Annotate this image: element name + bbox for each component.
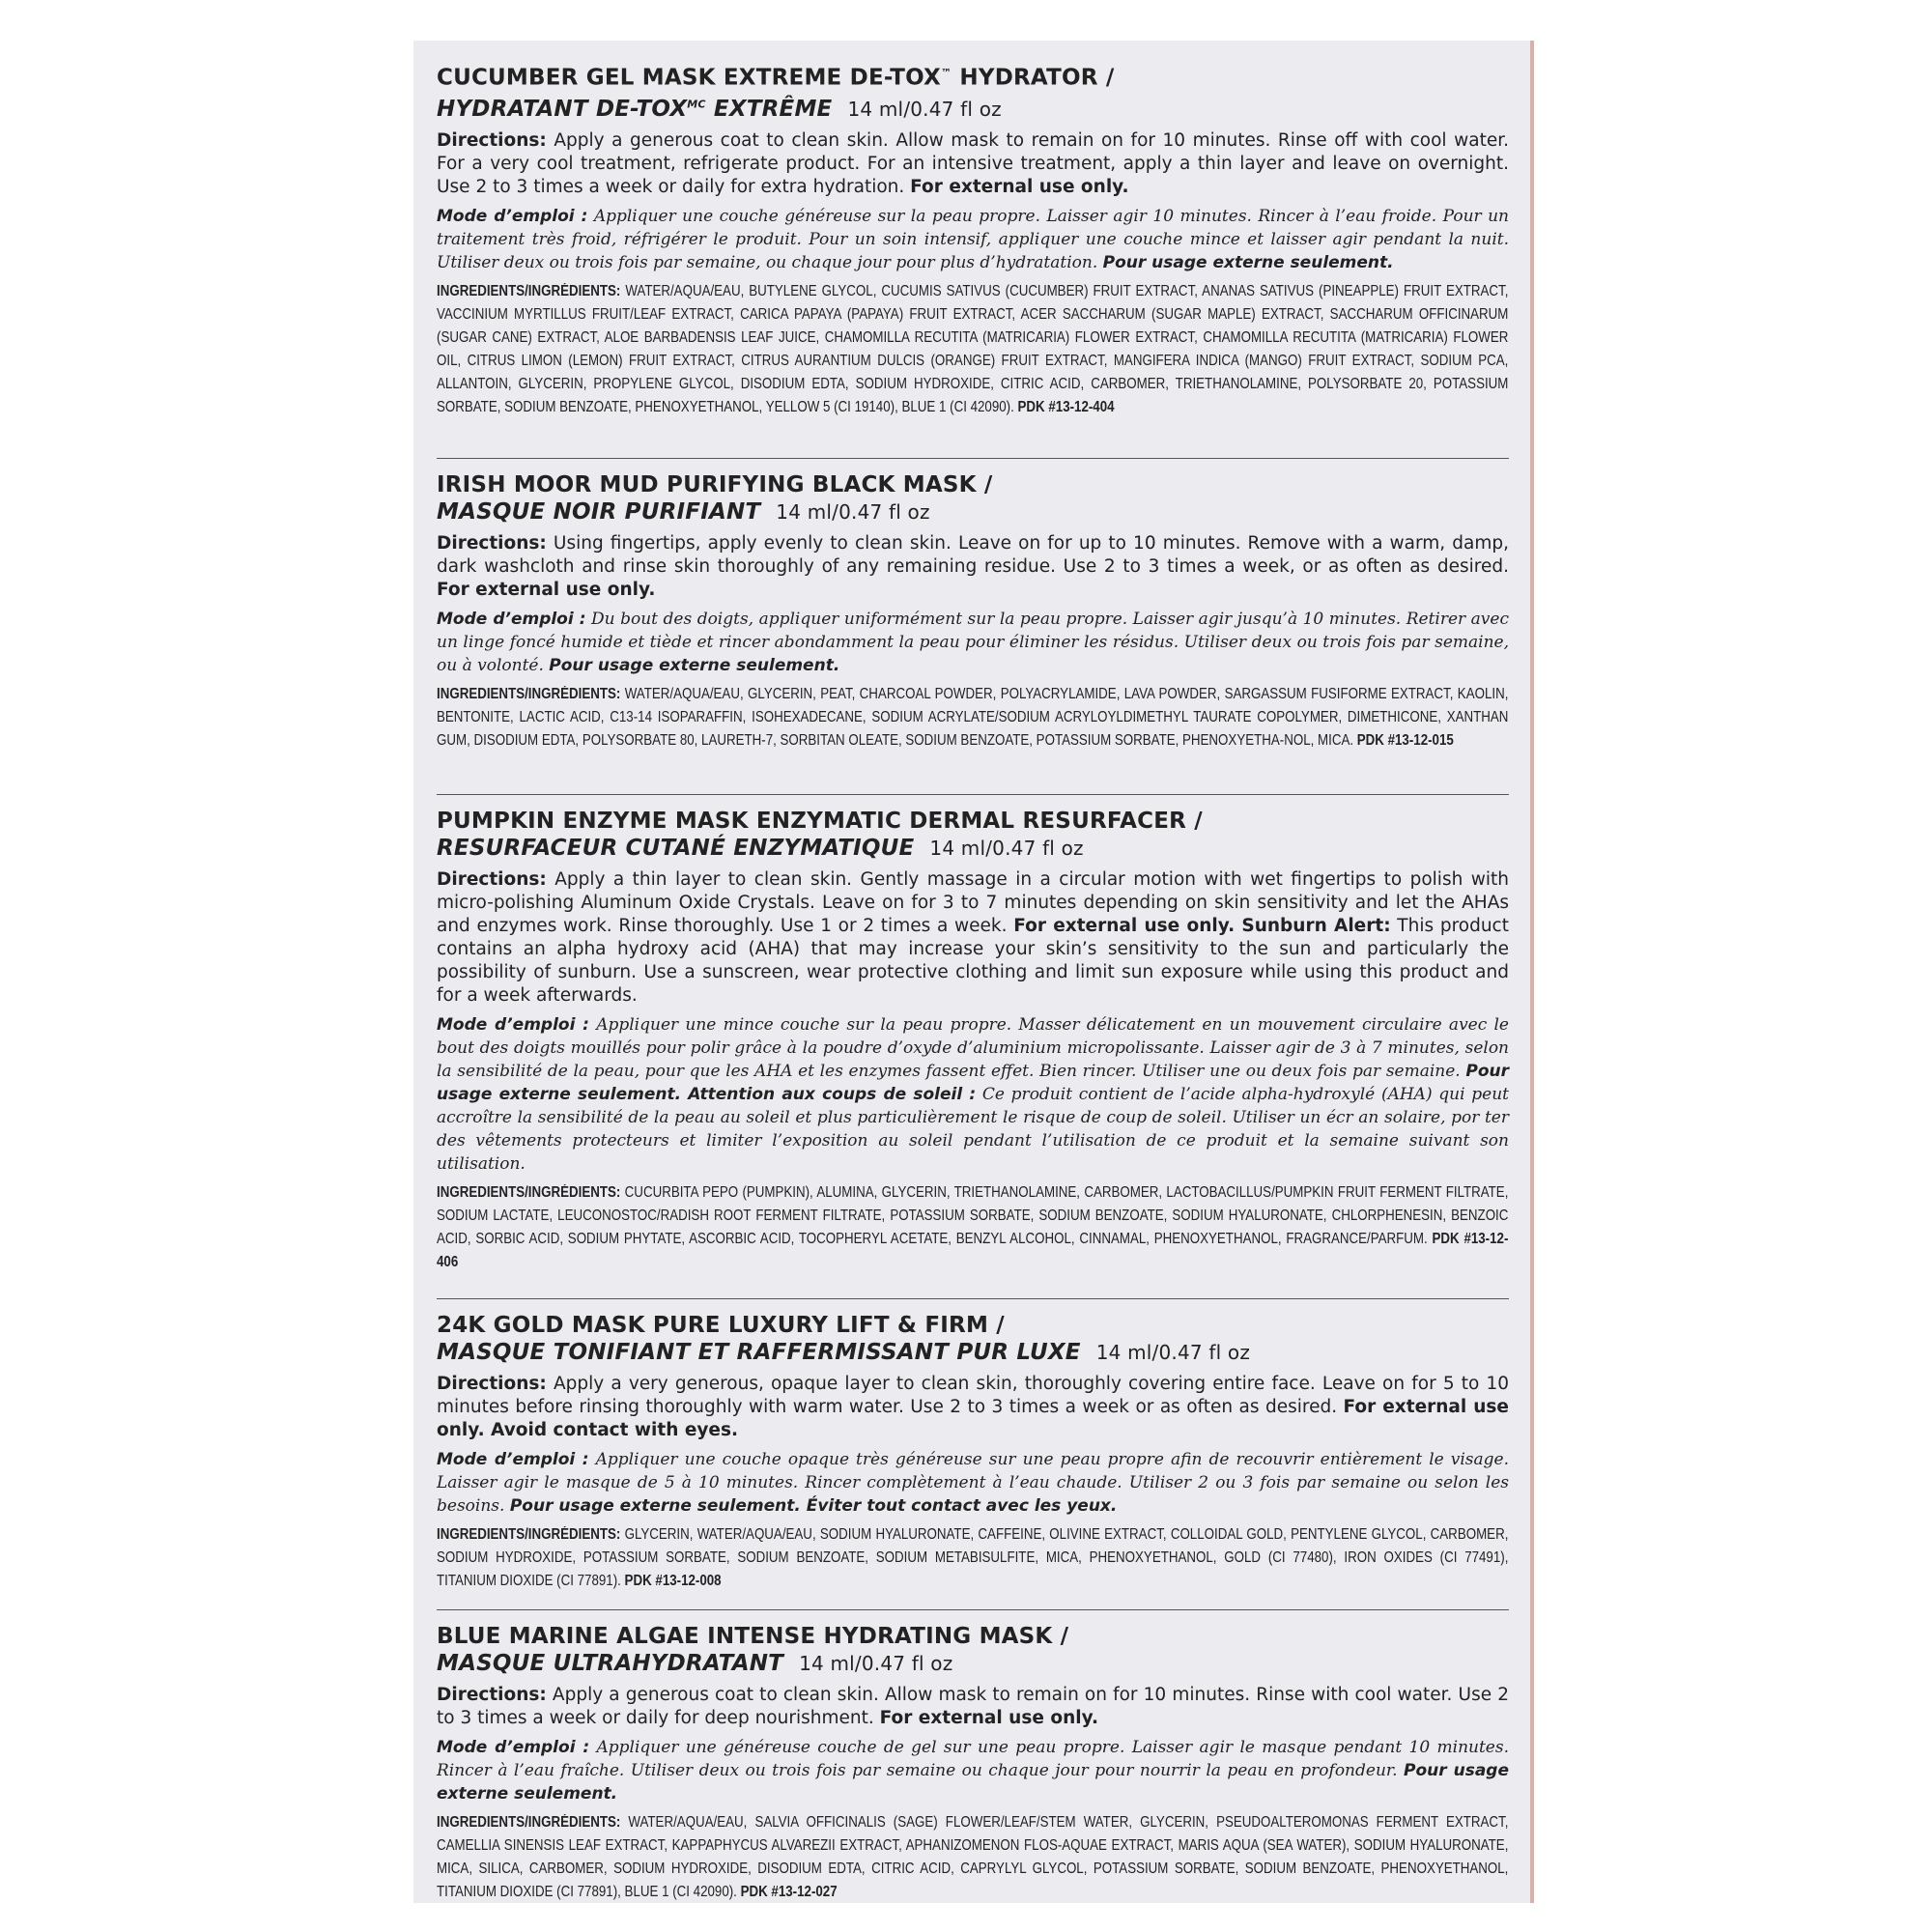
directions-fr: Mode d’emploi : Appliquer une couche généreuse sur la peau propre. Laisser agir 10 minutes. Rincer à l’eau froide. Pour un traitement très froid, réfrigérer le produit. Pour un soin intensif, appliquer une couche mince et laisser agir pendant la nuit. Utiliser deux ou trois fois par semaine, ou chaque jour pour plus d’hydratation. Pour usage externe seulement. — [437, 207, 1509, 273]
directions-fr: Mode d’emploi : Du bout des doigts, appliquer uniformément sur la peau propre. Laisser agir jusqu’à 10 minutes. Retirer avec un linge foncé humide et tiède et rincer abondamment la peau pour éliminer les résidus. Utiliser deux ou trois fois par semaine, ou à volonté. Pour usage externe seulement. — [437, 610, 1509, 675]
directions-en: Directions: Apply a very generous, opaque layer to clean skin, thoroughly covering entire face. Leave on for 5 to 10 minutes before rinsing thoroughly with warm water. Use 2 to 3 times a week or as often as desired. For external use only. Avoid contact with eyes. — [437, 1374, 1509, 1440]
section-divider — [437, 1609, 1509, 1610]
product-size: 14 ml/0.47 fl oz — [776, 500, 930, 524]
card-edge — [1530, 41, 1534, 1903]
ingredients: INGREDIENTS/INGRÉDIENTS: WATER/AQUA/EAU, GLYCERIN, PEAT, CHARCOAL POWDER, POLYACRYLAMIDE, LAVA POWDER, SARGASSUM FUSIFORME EXTRACT, KAOLIN, BENTONITE, LACTIC ACID, C13-14 ISOPARAFFIN, ISOHEXADECANE, SODIUM ACRYLATE/SODIUM ACRYLOYLDIMETHYL TAURATE COPOLYMER, DIMETHICONE, XANTHAN GUM, DISODIUM EDTA, POLYSORBATE 80, LAURETH-7, SORBITAN OLEATE, SODIUM BENZOATE, POTASSIUM SORBATE, PHENOXYETHA-NOL, MICA. PDK #13-12-015 — [437, 686, 1509, 749]
product-title-fr: MASQUE TONIFIANT ET RAFFERMISSANT PUR LUXE 14 ml/0.47 fl oz — [437, 1340, 1251, 1365]
directions-fr: Mode d’emploi : Appliquer une couche opaque très généreuse sur une peau propre afin de recouvrir entièrement le visage. Laisser agir le masque de 5 à 10 minutes. Rincer complètement à l’eau chaude. Utiliser 2 ou 3 fois par semaine ou selon les besoins. Pour usage externe seulement. Éviter tout contact avec les yeux. — [437, 1450, 1509, 1516]
ingredients: INGREDIENTS/INGRÉDIENTS: CUCURBITA PEPO (PUMPKIN), ALUMINA, GLYCERIN, TRIETHANOLAMINE, CARBOMER, LACTOBACILLUS/PUMPKIN FRUIT FERMENT FILTRATE, SODIUM LACTATE, LEUCONOSTOC/RADISH ROOT FERMENT FILTRATE, POTASSIUM SORBATE, SODIUM BENZOATE, SODIUM HYALURONATE, CHLORPHENESIN, BENZOIC ACID, SORBIC ACID, SODIUM PHYTATE, ASCORBIC ACID, TOCOPHERYL ACETATE, BENZYL ALCOHOL, CINNAMAL, PHENOXYETHANOL, FRAGRANCE/PARFUM. PDK #13-12-406 — [437, 1184, 1509, 1270]
product-size: 14 ml/0.47 fl oz — [929, 837, 1084, 860]
ingredients: INGREDIENTS/INGRÉDIENTS: GLYCERIN, WATER/AQUA/EAU, SODIUM HYALURONATE, CAFFEINE, OLIVINE EXTRACT, COLLOIDAL GOLD, PENTYLENE GLYCOL, CARBOMER, SODIUM HYDROXIDE, POTASSIUM SORBATE, SODIUM BENZOATE, SODIUM METABISULFITE, MICA, PHENOXYETHANOL, GOLD (CI 77480), IRON OXIDES (CI 77491), TITANIUM DIOXIDE (CI 77891). PDK #13-12-008 — [437, 1526, 1509, 1589]
product-title-en: 24K GOLD MASK PURE LUXURY LIFT & FIRM / — [437, 1313, 1005, 1338]
product-title-fr: MASQUE NOIR PURIFIANT 14 ml/0.47 fl oz — [437, 499, 930, 525]
pdk-code: PDK #13-12-027 — [740, 1884, 838, 1900]
directions-fr: Mode d’emploi : Appliquer une mince couche sur la peau propre. Masser délicatement en un mouvement circulaire avec le bout des doigts mouillés pour polir grâce à la poudre d’oxyde d’aluminium micropolissante. Laisser agir de 3 à 7 minutes, selon la sensibilité de la peau, pour que les AHA et les enzymes fassent effet. Bien rincer. Utiliser une ou deux fois par semaine. Pour usage externe seulement. Attention aux coups de soleil : Ce produit contient de l’acide alpha-hydroxylé (AHA) qui peut accroître la sensibilité de la peau au soleil et plus particulièrement le risque de coup de soleil. Utiliser un écr an solaire, por ter des vêtements protecteurs et limiter l’exposition au soleil pendant l’utilisation de ce produit et la semaine suivant son utilisation. — [437, 1015, 1509, 1174]
directions-en: Directions: Using fingertips, apply evenly to clean skin. Leave on for up to 10 minutes. Remove with a warm, damp, dark washcloth and rinse skin thoroughly of any remaining residue. Use 2 to 3 times a week, or as often as desired. For external use only. — [437, 533, 1509, 600]
product-section-24k-gold — [437, 1312, 1509, 1593]
ingredients: INGREDIENTS/INGRÉDIENTS: WATER/AQUA/EAU, SALVIA OFFICINALIS (SAGE) FLOWER/LEAF/STEM WATER, GLYCERIN, PSEUDOALTEROMONAS FERMENT EXTRACT, CAMELLIA SINENSIS LEAF EXTRACT, KAPPAPHYCUS ALVAREZII EXTRACT, APHANIZOMENON FLOS-AQUAE EXTRACT, MARIS AQUA (SEA WATER), SODIUM HYALURONATE, MICA, SILICA, CARBOMER, SODIUM HYDROXIDE, DISODIUM EDTA, CITRIC ACID, CAPRYLYL GLYCOL, POTASSIUM SORBATE, SODIUM BENZOATE, PHENOXYETHANOL, TITANIUM DIOXIDE (CI 77891), BLUE 1 (CI 42090). PDK #13-12-027 — [437, 1814, 1509, 1900]
product-title-fr: RESURFACEUR CUTANÉ ENZYMATIQUE 14 ml/0.47 fl oz — [437, 836, 1084, 861]
product-title-fr: MASQUE ULTRAHYDRATANT 14 ml/0.47 fl oz — [437, 1651, 953, 1676]
product-title-en: BLUE MARINE ALGAE INTENSE HYDRATING MASK / — [437, 1624, 1069, 1649]
directions-en: Directions: Apply a generous coat to clean skin. Allow mask to remain on for 10 minutes. Rinse with cool water. Use 2 to 3 times a week or daily for deep nourishment. For external use only. — [437, 1685, 1509, 1728]
product-title-en: IRISH MOOR MUD PURIFYING BLACK MASK / — [437, 472, 993, 497]
directions-en: Directions: Apply a generous coat to clean skin. Allow mask to remain on for 10 minutes. Rinse off with cool water. For a very cool treatment, refrigerate product. For an intensive treatment, apply a thin layer and leave on overnight. Use 2 to 3 times a week or daily for extra hydration. For external use only. — [437, 130, 1509, 198]
product-size: 14 ml/0.47 fl oz — [847, 98, 1002, 122]
instruction-card — [413, 41, 1532, 1903]
product-size: 14 ml/0.47 fl oz — [1095, 1341, 1251, 1364]
section-divider — [437, 794, 1509, 795]
pdk-code: PDK #13-12-015 — [1356, 732, 1454, 749]
pdk-code: PDK #13-12-404 — [1017, 399, 1115, 416]
section-divider — [437, 458, 1509, 459]
product-section-irish-moor — [437, 471, 1509, 753]
pdk-code: PDK #13-12-406 — [437, 1231, 1509, 1270]
product-title-en: PUMPKIN ENZYME MASK ENZYMATIC DERMAL RESURFACER / — [437, 809, 1203, 834]
directions-en: Directions: Apply a thin layer to clean skin. Gently massage in a circular motion with wet fingertips to polish with micro-polishing Aluminum Oxide Crystals. Leave on for 3 to 7 minutes depending on skin sensitivity and let the AHAs and enzymes work. Rinse thoroughly. Use 1 or 2 times a week. For external use only. Sunburn Alert: This product contains an alpha hydroxy acid (AHA) that may increase your skin’s sensitivity to the sun and particularly the possibility of sunburn. Use a sunscreen, wear protective clothing and limit sun exposure while using this product and for a week afterwards. — [437, 869, 1509, 1006]
ingredients: INGREDIENTS/INGRÉDIENTS: WATER/AQUA/EAU, BUTYLENE GLYCOL, CUCUMIS SATIVUS (CUCUMBER) FRUIT EXTRACT, ANANAS SATIVUS (PINEAPPLE) FRUIT EXTRACT, VACCINIUM MYRTILLUS FRUIT/LEAF EXTRACT, CARICA PAPAYA (PAPAYA) FRUIT EXTRACT, ACER SACCHARUM (SUGAR MAPLE) EXTRACT, SACCHARUM OFFICINARUM (SUGAR CANE) EXTRACT, ALOE BARBADENSIS LEAF JUICE, CHAMOMILLA RECUTITA (MATRICARIA) FLOWER EXTRACT, CHAMOMILLA RECUTITA (MATRICARIA) FLOWER OIL, CITRUS LIMON (LEMON) FRUIT EXTRACT, CITRUS AURANTIUM DULCIS (ORANGE) FRUIT EXTRACT, MANGIFERA INDICA (MANGO) FRUIT EXTRACT, SODIUM PCA, ALLANTOIN, GLYCERIN, PROPYLENE GLYCOL, DISODIUM EDTA, SODIUM HYDROXIDE, CITRIC ACID, CARBOMER, TRIETHANOLAMINE, POLYSORBATE 20, POTASSIUM SORBATE, SODIUM BENZOATE, PHENOXYETHANOL, YELLOW 5 (CI 19140), BLUE 1 (CI 42090). PDK #13-12-404 — [437, 283, 1509, 416]
product-section-cucumber — [437, 60, 1509, 419]
product-section-pumpkin — [437, 808, 1509, 1274]
product-title-fr: HYDRATANT $DE-TOX^{MC}$ EXTRÊME 14 ml/0.47 fl oz — [437, 97, 1002, 123]
product-section-blue-marine — [437, 1623, 1509, 1904]
directions-fr: Mode d’emploi : Appliquer une généreuse couche de gel sur une peau propre. Laisser agir le masque pendant 10 minutes. Rincer à l’eau fraîche. Utiliser deux ou trois fois par semaine ou chaque jour pour nourrir la peau en profondeur. Pour usage externe seulement. — [437, 1738, 1510, 1804]
product-size: 14 ml/0.47 fl oz — [799, 1652, 953, 1675]
section-divider — [437, 1298, 1509, 1299]
pdk-code: PDK #13-12-008 — [624, 1573, 722, 1589]
product-title-en: CUCUMBER GEL MASK EXTREME DE-TOX™ HYDRATOR / — [437, 65, 1115, 91]
